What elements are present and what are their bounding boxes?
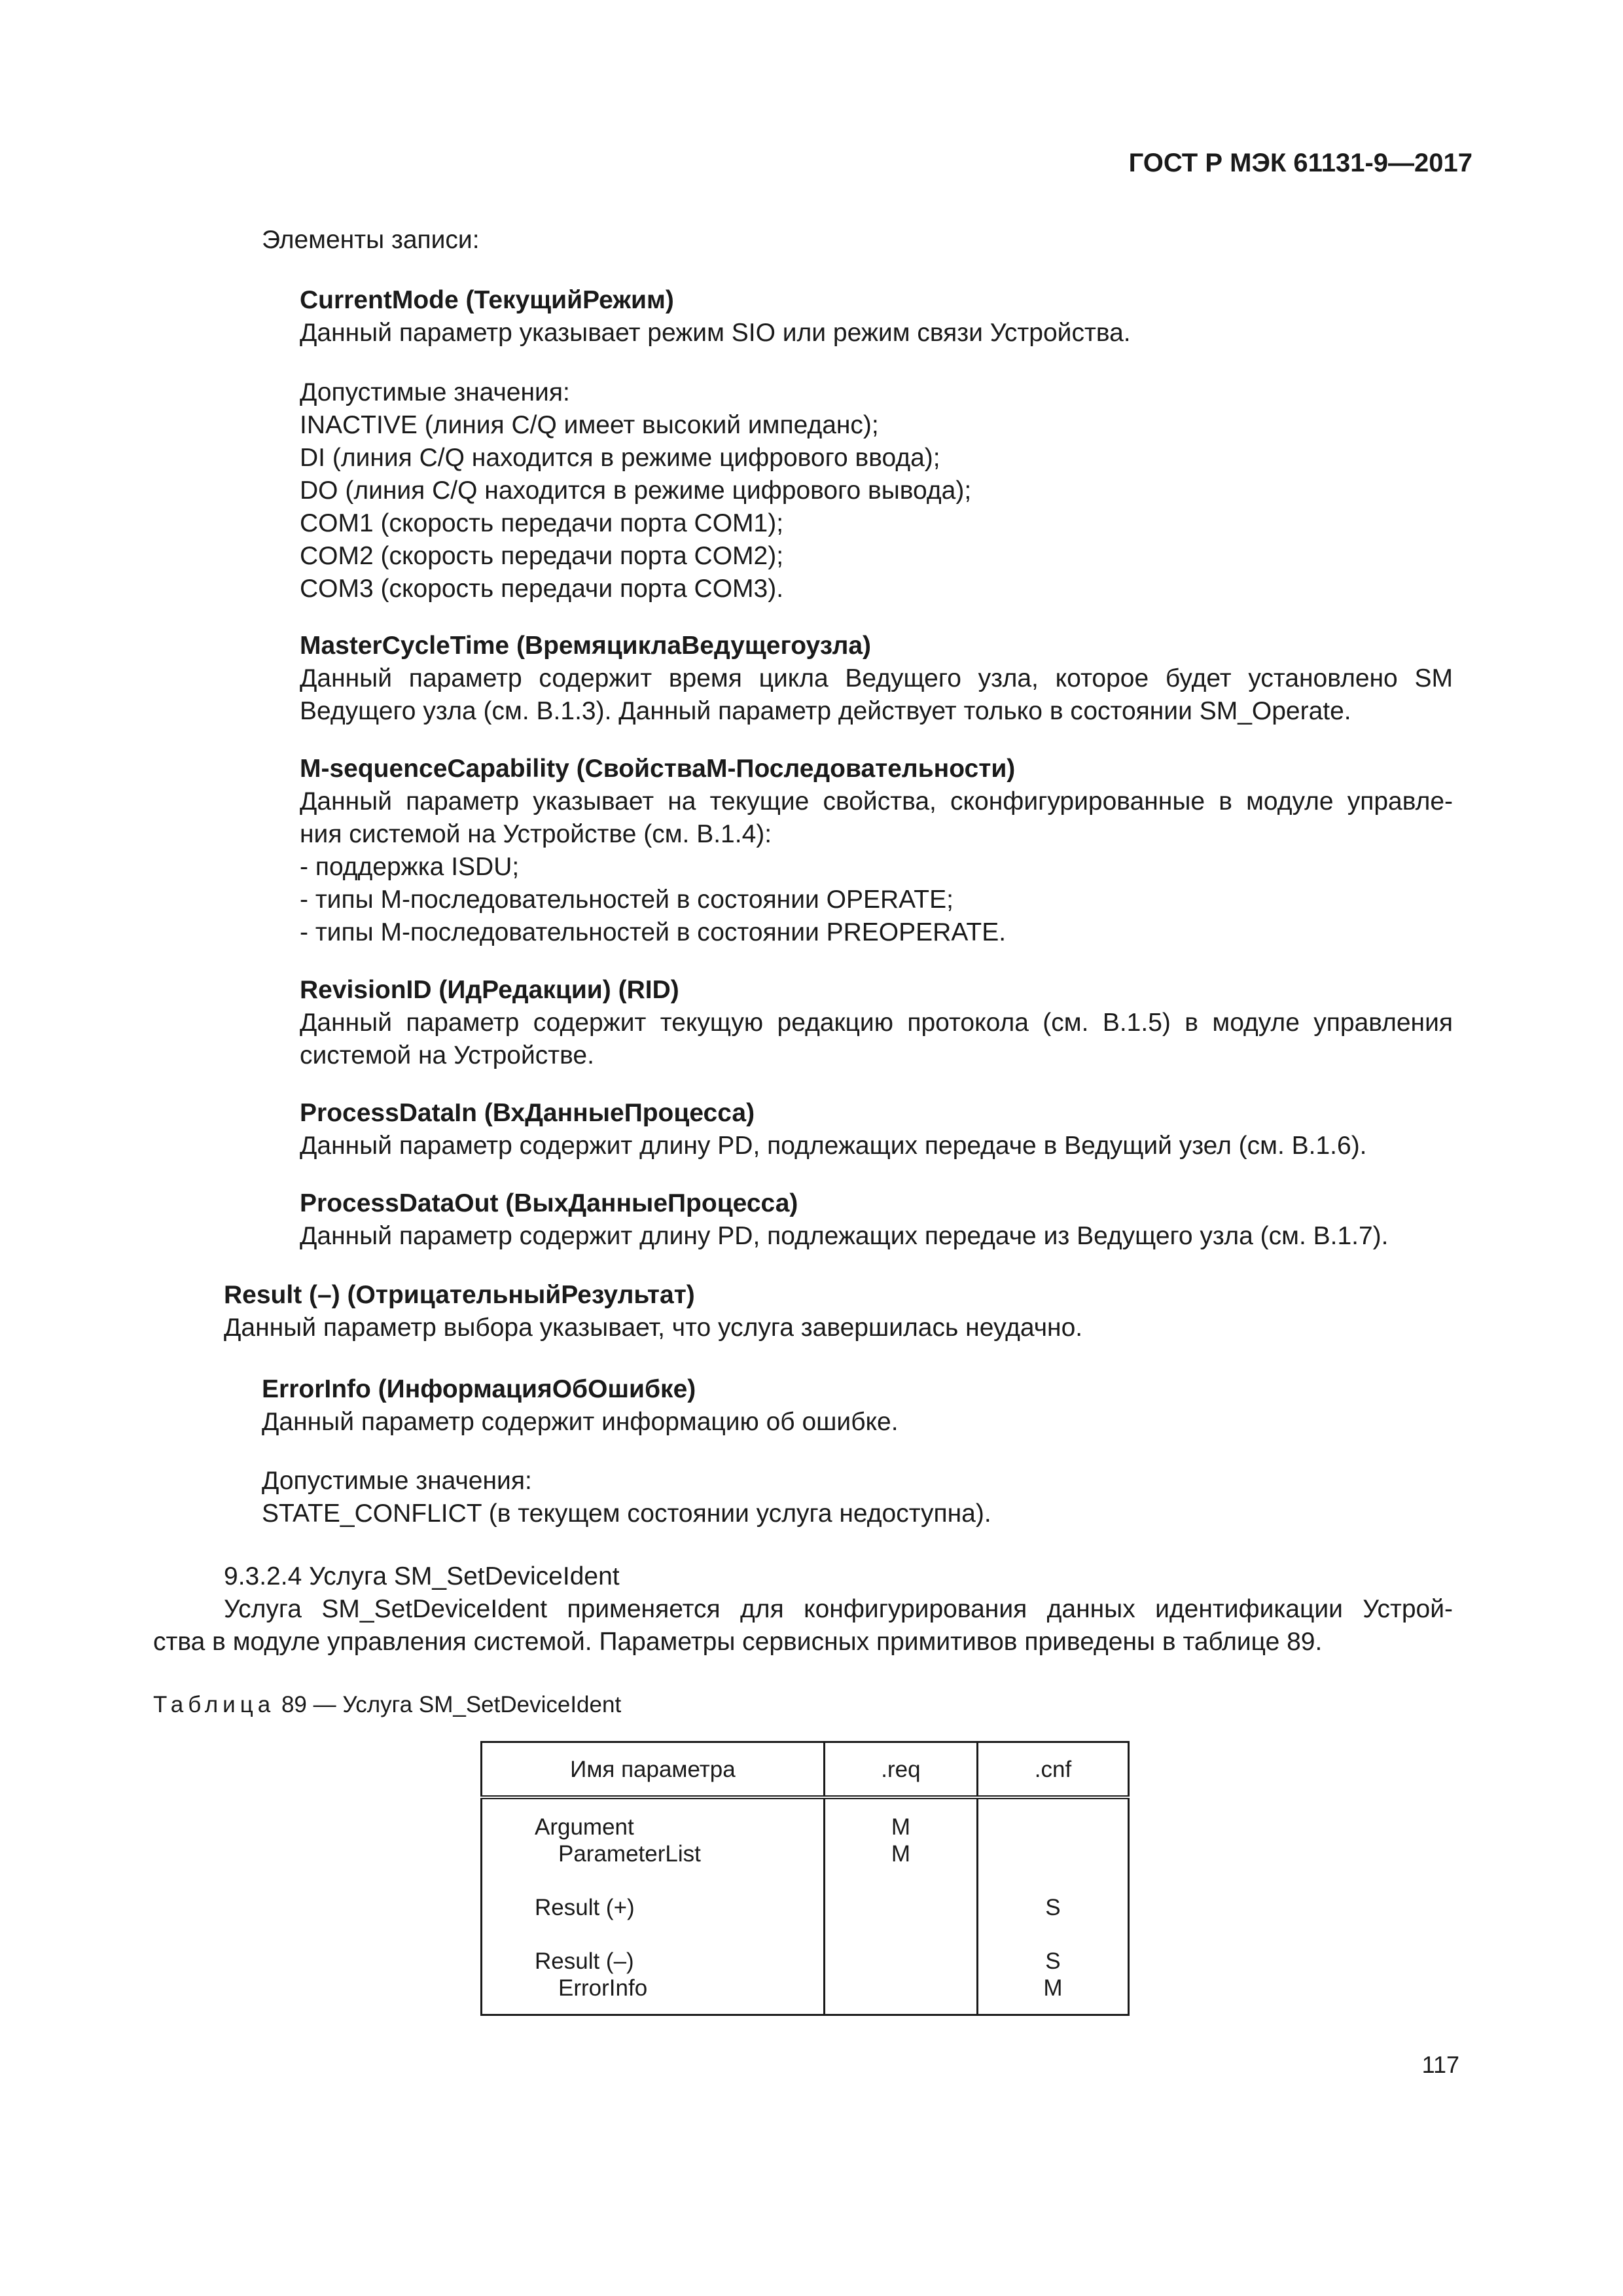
m-sequence-line: ния системой на Устройстве (см. B.1.4): [300,820,772,848]
error-info-title: ErrorInfo (ИнформацияОбОшибке) [262,1375,696,1403]
current-mode-value: COM3 (скорость передачи порта COM3). [300,575,784,603]
master-cycle-time-title: MasterCycleTime (ВремяциклаВедущегоузла) [300,632,872,660]
process-data-out-title: ProcessDataOut (ВыхДанныеПроцесса) [300,1189,798,1217]
m-sequence-line: Данный параметр указывает на текущие свойства, сконфигурированные в модуле управле- [300,787,1453,816]
standard-id: ГОСТ Р МЭК 61131-9—2017 [1128,149,1472,177]
process-data-in-desc: Данный параметр содержит длину PD, подлежащих передаче в Ведущий узел (см. B.1.6). [300,1132,1367,1160]
current-mode-title: CurrentMode (ТекущийРежим) [300,286,674,314]
column-header-req: .req [824,1742,977,1798]
master-cycle-time-line: Данный параметр содержит время цикла Ведущего узла, которое будет установлено SM [300,664,1453,692]
req-value: M [891,1814,911,1840]
error-info-values-heading: Допустимые значения: [262,1467,532,1495]
intro-text: Элементы записи: [262,226,480,254]
current-mode-values-heading: Допустимые значения: [300,378,570,406]
master-cycle-time-line: Ведущего узла (см. B.1.3). Данный параметр действует только в состоянии SM_Operate. [300,697,1351,725]
current-mode-value: DO (линия C/Q находится в режиме цифрового вывода); [300,476,972,505]
error-info-desc: Данный параметр содержит информацию об ошибке. [262,1408,899,1436]
column-header-cnf: .cnf [977,1742,1128,1798]
table-caption-label: Таблица [153,1692,276,1717]
table-caption-text: 89 — Услуга SM_SetDeviceIdent [281,1692,622,1717]
cnf-value: M [1043,1975,1063,2001]
m-sequence-item: - типы M-последовательностей в состоянии OPERATE; [300,886,954,914]
result-negative-title: Result (–) (ОтрицательныйРезультат) [224,1281,695,1309]
table-caption [153,1689,621,1721]
parameter-table [480,1741,1130,2016]
cnf-value: S [1045,1948,1061,1974]
cnf-value: S [1045,1895,1061,1920]
page-number: 117 [1421,2051,1459,2078]
current-mode-desc: Данный параметр указывает режим SIO или режим связи Устройства. [300,319,1131,347]
parameter-name: ParameterList [558,1841,701,1867]
column-header-name: Имя параметра [482,1742,825,1798]
cnf-cell [977,1797,1128,2015]
current-mode-value: COM2 (скорость передачи порта COM2); [300,542,784,570]
revision-id-line: Данный параметр содержит текущую редакцию протокола (см. B.1.5) в модуле управления [300,1009,1453,1037]
m-sequence-item: - типы M-последовательностей в состоянии PREOPERATE. [300,918,1007,946]
revision-id-title: RevisionID (ИдРедакции) (RID) [300,976,679,1004]
m-sequence-item: - поддержка ISDU; [300,853,520,881]
parameter-name: Result (+) [535,1895,635,1920]
parameter-name: Argument [535,1814,634,1840]
process-data-out-desc: Данный параметр содержит длину PD, подлежащих передаче из Ведущего узла (см. B.1.7). [300,1222,1389,1250]
current-mode-value: INACTIVE (линия C/Q имеет высокий импеданс); [300,411,879,439]
table-header-row [482,1742,1129,1798]
table-row [482,1797,1129,2015]
current-mode-value: DI (линия C/Q находится в режиме цифрового ввода); [300,444,940,472]
parameter-name-cell [482,1797,825,2015]
process-data-in-title: ProcessDataIn (ВхДанныеПроцесса) [300,1099,755,1127]
section-text-line: Услуга SM_SetDeviceIdent применяется для конфигурирования данных идентификации Устрой- [224,1595,1453,1623]
m-sequence-title: M-sequenceCapability (СвойстваM-Последовательности) [300,755,1016,783]
section-text-line: ства в модуле управления системой. Параметры сервисных примитивов приведены в таблице 89. [153,1628,1323,1656]
error-info-value: STATE_CONFLICT (в текущем состоянии услуга недоступна). [262,1499,991,1528]
section-heading: 9.3.2.4 Услуга SM_SetDeviceIdent [224,1562,620,1590]
result-negative-desc: Данный параметр выбора указывает, что услуга завершилась неудачно. [224,1314,1083,1342]
parameter-name: ErrorInfo [558,1975,648,2001]
parameter-name: Result (–) [535,1948,634,1974]
current-mode-value: COM1 (скорость передачи порта COM1); [300,509,784,537]
req-value: M [891,1841,911,1867]
revision-id-line: системой на Устройстве. [300,1041,594,1069]
req-cell [824,1797,977,2015]
